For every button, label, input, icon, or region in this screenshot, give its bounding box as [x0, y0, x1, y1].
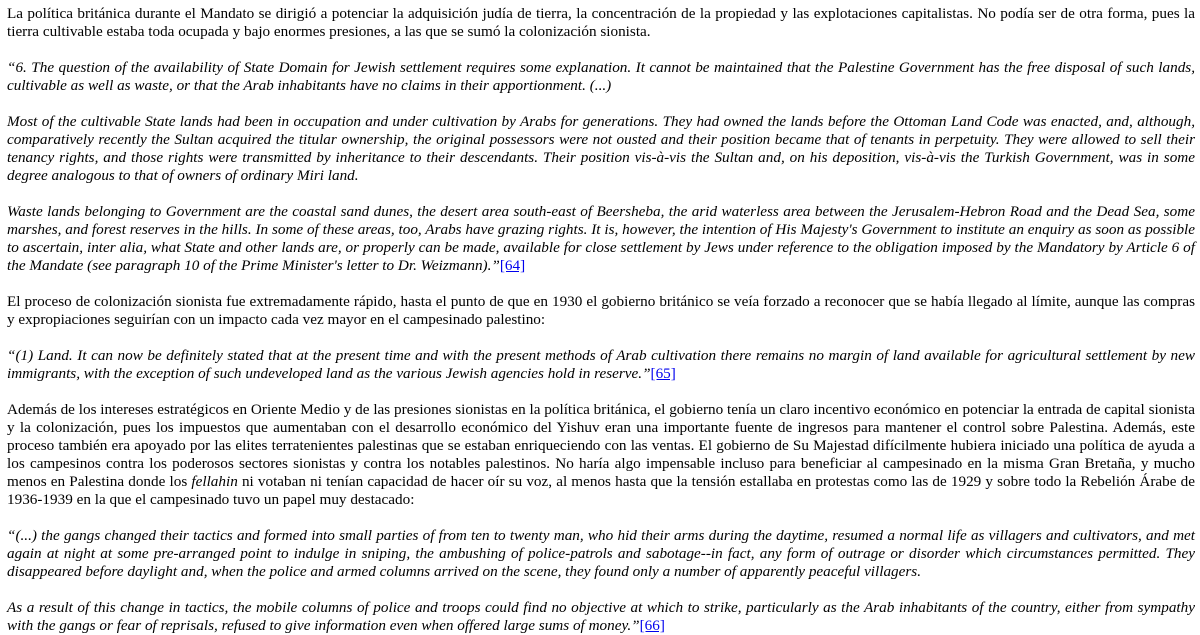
quote-mobile-columns-text: As a result of this change in tactics, the mobile columns of police and troops could find no objective at which to strike, particularly as the Arab inhabitants of the country, either from sympathy with the gangs or fear of reprisals, refused to give information even when offered large sums of money.” — [7, 599, 1195, 634]
paragraph-1: La política británica durante el Mandato se dirigió a potenciar la adquisición judía de tierra, la concentración de la propiedad y las explotaciones capitalistas. No podía ser de otra forma, pues la tierra cultivable estaba toda ocupada y bajo enormes presiones, a las que se sumó la colonización sionista. — [7, 5, 1195, 40]
footnote-link-65[interactable]: [65] — [650, 365, 676, 382]
quote-land — [7, 347, 1195, 383]
paragraph-3 — [7, 401, 1195, 509]
fellahin-term: fellahin — [191, 473, 238, 490]
quote-paragraph-6: “6. The question of the availability of State Domain for Jewish settlement requires some explanation. It cannot be maintained that the Palestine Government has the free disposal of such lands, cultivable as well as waste, or that the Arab inhabitants have no claims in their apportionment. (...) — [7, 59, 1195, 94]
quote-state-lands: Most of the cultivable State lands had been in occupation and under cultivation by Arabs for generations. They had owned the lands before the Ottoman Land Code was enacted, and, although, comparatively recently the Sultan acquired the titular ownership, the original possessors were not ousted and their position became that of tenants in perpetuity. They were allowed to sell their tenancy rights, and those rights were transmitted by inheritance to their descendants. Their position vis-à-vis the Sultan and, on his deposition, vis-à-vis the Turkish Government, was in some degree analogous to that of owners of ordinary Miri land. — [7, 113, 1195, 184]
footnote-link-64[interactable]: [64] — [499, 257, 526, 274]
paragraph-2: El proceso de colonización sionista fue extremadamente rápido, hasta el punto de que en 1930 el gobierno británico se veía forzado a reconocer que se había llegado al límite, aunque las compras y expropiaciones seguirían con un impacto cada vez mayor en el campesinado palestino: — [7, 293, 1195, 328]
quote-waste-lands-text: Waste lands belonging to Government are the coastal sand dunes, the desert area south-east of Beersheba, the arid waterless area between the Jerusalem-Hebron Road and the Dead Sea, some marshes, and forest reserves in the hills. In some of these areas, too, Arabs have grazing rights. It is, however, the intention of His Majesty's Government to institute an enquiry as soon as possible to ascertain, inter alia, what State and other lands are, or properly can be made, available for close settlement by Jews under reference to the obligation imposed by the Mandatory by Article 6 of the Mandate (see paragraph 10 of the Prime Minister's letter to Dr. Weizmann).” — [7, 203, 1195, 274]
quote-mobile-columns — [7, 599, 1195, 635]
paragraph-3-text-before: Además de los intereses estratégicos en Oriente Medio y de las presiones sionistas en la política británica, el gobierno tenía un claro incentivo económico en potenciar la entrada de capital sionista y la colonización, pues los impuestos que aumentaban con el desarrollo económico del Yishuv eran una importante fuente de ingresos para mantener el control sobre Palestina. Además, este proceso también era apoyado por las elites terratenientes palestinas que se estaban enriqueciendo con las ventas. El gobierno de Su Majestad difícilmente hubiera iniciado una política de ayuda a los campesinos contra los poderosos sectores sionistas y contra los notables palestinos. No haría algo impensable incluso para beneficiar al campesinado en la misma Gran Bretaña, y mucho menos en Palestina donde los — [7, 401, 1195, 490]
paragraph-3-text-after: ni votaban ni tenían capacidad de hacer oír su voz, al menos hasta que la tensión estallaba en protestas como las de 1929 y sobre todo la Rebelión Árabe de 1936-1939 en la que el campesinado tuvo un papel muy destacado: — [7, 473, 1195, 508]
quote-gangs-tactics: “(...) the gangs changed their tactics and formed into small parties of from ten to twenty man, who hid their arms during the daytime, resumed a normal life as villagers and cultivators, and met again at night at some pre-arranged point to indulge in sniping, the ambushing of police-patrols and sabotage--in fact, any form of outrage or disorder which circumstances permitted. They disappeared before daylight and, when the police and armed columns arrived on the scene, they found only a number of apparently peaceful villagers. — [7, 527, 1195, 580]
quote-waste-lands — [7, 203, 1195, 275]
article-body — [7, 5, 1195, 635]
footnote-link-66[interactable]: [66] — [639, 617, 665, 634]
quote-land-text: “(1) Land. It can now be definitely stated that at the present time and with the present methods of Arab cultivation there remains no margin of land available for agricultural settlement by new immigrants, with the exception of such undeveloped land as the various Jewish agencies hold in reserve.” — [7, 347, 1195, 382]
